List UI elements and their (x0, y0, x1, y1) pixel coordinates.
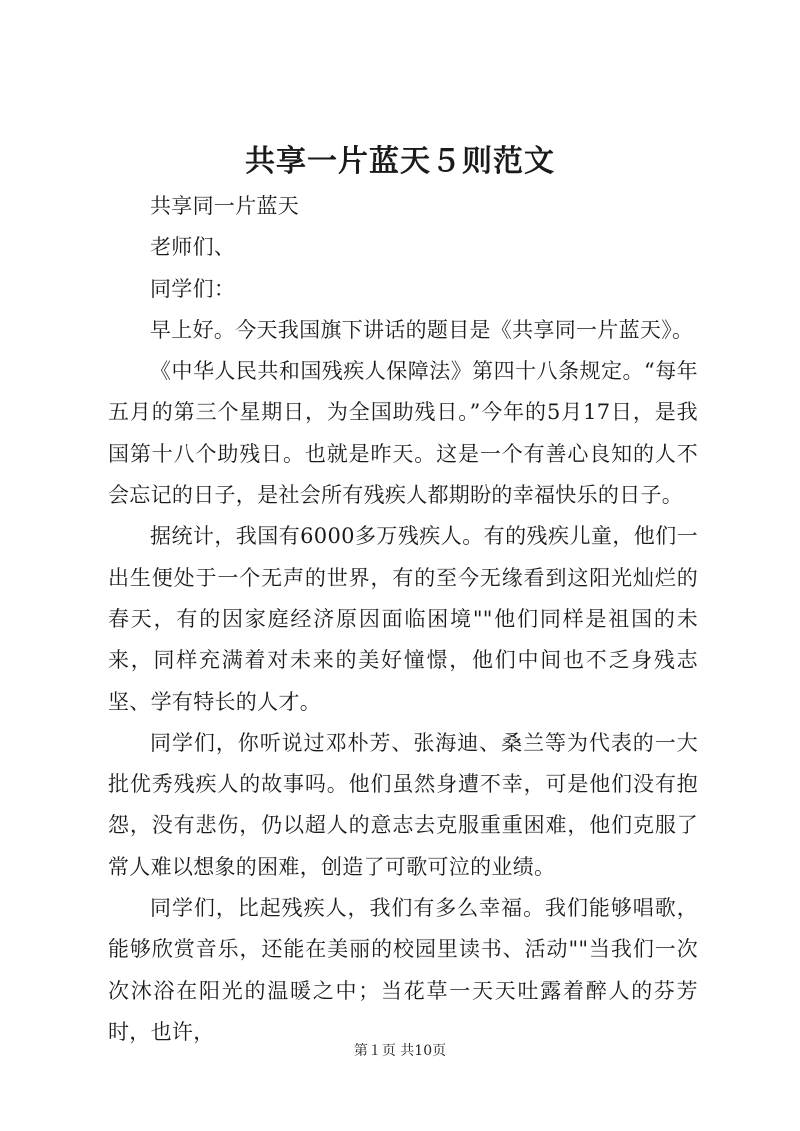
page-footer: 第１页 共10页 (353, 1043, 447, 1059)
paragraph-subtitle: 共享同一片蓝天 (150, 194, 300, 218)
paragraph-examples: 同学们，你听说过邓朴芳、张海迪、桑兰等为代表的一大批优秀残疾人的故事吗。他们虽然身遭不幸，可是他们没有抱怨，没有悲伤，仍以超人的意志去克服重重困难，他们克服了常人难以想象的困难，创造了可歌可泣的业绩。 (108, 730, 698, 879)
paragraph-statistics: 据统计，我国有6000多万残疾人。有的残疾儿童，他们一出生便处于一个无声的世界，有的至今无缘看到这阳光灿烂的春天，有的因家庭经济原因面临困境""他们同样是祖国的未来，同样充满着对未来的美好憧憬，他们中间也不乏身残志坚、学有特长的人才。 (108, 524, 698, 714)
paragraph-happiness: 同学们，比起残疾人，我们有多么幸福。我们能够唱歌，能够欣赏音乐，还能在美丽的校园里读书、活动""当我们一次次沐浴在阳光的温暖之中；当花草一天天吐露着醉人的芬芳时，也许， (108, 896, 698, 1044)
paragraph-salutation-teachers: 老师们、 (150, 235, 236, 260)
paragraph-greeting: 早上好。今天我国旗下讲话的题目是《共享同一片蓝天》。 (150, 317, 694, 342)
document-title: 共享一片蓝天５则范文 (245, 144, 555, 179)
document-body (108, 186, 698, 1053)
paragraph-law: 《中华人民共和国残疾人保障法》第四十八条规定。“每年五月的第三个星期日，为全国助残日。”今年的5月17日，是我国第十八个助残日。也就是昨天。这是一个有善心良知的人不会忘记的日子，是社会所有残疾人都期盼的幸福快乐的日子。 (108, 359, 698, 508)
paragraph-salutation-students: 同学们： (150, 276, 236, 301)
